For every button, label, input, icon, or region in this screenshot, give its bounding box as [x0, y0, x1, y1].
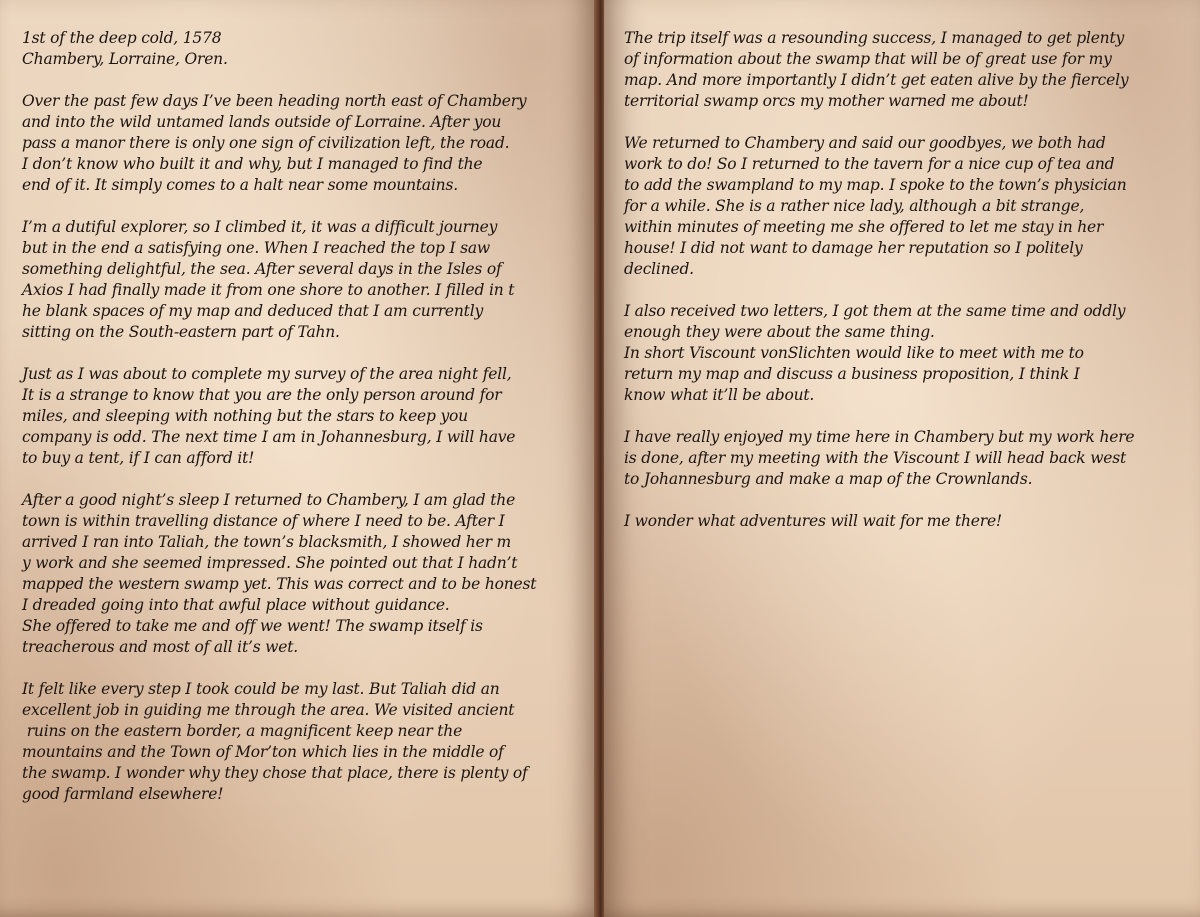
text-line: I have really enjoyed my time here in Chambery but my work here — [624, 428, 1135, 446]
text-line: declined. — [624, 260, 694, 278]
text-line: know what it’ll be about. — [624, 386, 815, 404]
text-line: I dreaded going into that awful place without guidance. — [22, 596, 450, 614]
text-line: for a while. She is a rather nice lady, although a bit strange, — [624, 197, 1085, 215]
text-line: miles, and sleeping with nothing but the stars to keep you — [22, 407, 468, 425]
journal-date: 1st of the deep cold, 1578 — [22, 29, 222, 47]
text-line: I’m a dutiful explorer, so I climbed it, it was a difficult journey — [22, 218, 498, 236]
text-line: enough they were about the same thing. — [624, 323, 935, 341]
text-line: After a good night’s sleep I returned to Chambery, I am glad the — [22, 491, 516, 509]
text-line: to Johannesburg and make a map of the Crownlands. — [624, 470, 1033, 488]
text-line: return my map and discuss a business proposition, I think I — [624, 365, 1080, 383]
text-line: work to do! So I returned to the tavern for a nice cup of tea and — [624, 155, 1115, 173]
text-line: is done, after my meeting with the Viscount I will head back west — [624, 449, 1127, 467]
right-page — [604, 0, 1200, 917]
text-line: pass a manor there is only one sign of civilization left, the road. — [22, 134, 510, 152]
text-line: end of it. It simply comes to a halt near some mountains. — [22, 176, 458, 194]
text-line: company is odd. The next time I am in Johannesburg, I will have — [22, 428, 516, 446]
text-line: excellent job in guiding me through the area. We visited ancient — [22, 701, 515, 719]
text-line: he blank spaces of my map and deduced that I am currently — [22, 302, 484, 320]
text-line: but in the end a satisfying one. When I reached the top I saw — [22, 239, 490, 257]
text-line: the swamp. I wonder why they chose that place, there is plenty of — [22, 764, 528, 782]
text-line: and into the wild untamed lands outside of Lorraine. After you — [22, 113, 502, 131]
text-line: Just as I was about to complete my survey of the area night fell, — [22, 365, 512, 383]
text-line: good farmland elsewhere! — [22, 785, 224, 803]
text-line: Axios I had finally made it from one shore to another. I filled in t — [22, 281, 515, 299]
text-line: sitting on the South-eastern part of Tahn. — [22, 323, 340, 341]
text-line: territorial swamp orcs my mother warned me about! — [624, 92, 1029, 110]
text-line: It felt like every step I took could be my last. But Taliah did an — [22, 680, 500, 698]
text-line: arrived I ran into Taliah, the town’s blacksmith, I showed her m — [22, 533, 511, 551]
text-line: of information about the swamp that will be of great use for my — [624, 50, 1112, 68]
text-line: town is within travelling distance of where I need to be. After I — [22, 512, 505, 530]
text-line: within minutes of meeting me she offered to let me stay in her — [624, 218, 1104, 236]
text-line: something delightful, the sea. After several days in the Isles of — [22, 260, 502, 278]
text-line: treacherous and most of all it’s wet. — [22, 638, 298, 656]
left-page — [0, 0, 596, 917]
text-line: to add the swampland to my map. I spoke to the town’s physician — [624, 176, 1127, 194]
right-page-text — [624, 28, 1196, 532]
left-page-text — [22, 28, 592, 805]
text-line: I also received two letters, I got them at the same time and oddly — [624, 302, 1126, 320]
text-line: y work and she seemed impressed. She pointed out that I hadn’t — [22, 554, 518, 572]
text-line: I don’t know who built it and why, but I managed to find the — [22, 155, 483, 173]
journal-location: Chambery, Lorraine, Oren. — [22, 50, 228, 68]
text-line: map. And more importantly I didn’t get eaten alive by the fiercely — [624, 71, 1129, 89]
text-line: Over the past few days I’ve been heading north east of Chambery — [22, 92, 527, 110]
text-line: In short Viscount vonSlichten would like to meet with me to — [624, 344, 1084, 362]
text-line: I wonder what adventures will wait for me there! — [624, 512, 1002, 530]
text-line: house! I did not want to damage her reputation so I politely — [624, 239, 1083, 257]
text-line: We returned to Chambery and said our goodbyes, we both had — [624, 134, 1106, 152]
text-line: She offered to take me and off we went! The swamp itself is — [22, 617, 483, 635]
text-line: ruins on the eastern border, a magnificent keep near the — [22, 722, 463, 740]
text-line: It is a strange to know that you are the only person around for — [22, 386, 502, 404]
text-line: The trip itself was a resounding success, I managed to get plenty — [624, 29, 1125, 47]
text-line: mountains and the Town of Mor’ton which lies in the middle of — [22, 743, 504, 761]
text-line: to buy a tent, if I can afford it! — [22, 449, 255, 467]
text-line: mapped the western swamp yet. This was correct and to be honest — [22, 575, 537, 593]
